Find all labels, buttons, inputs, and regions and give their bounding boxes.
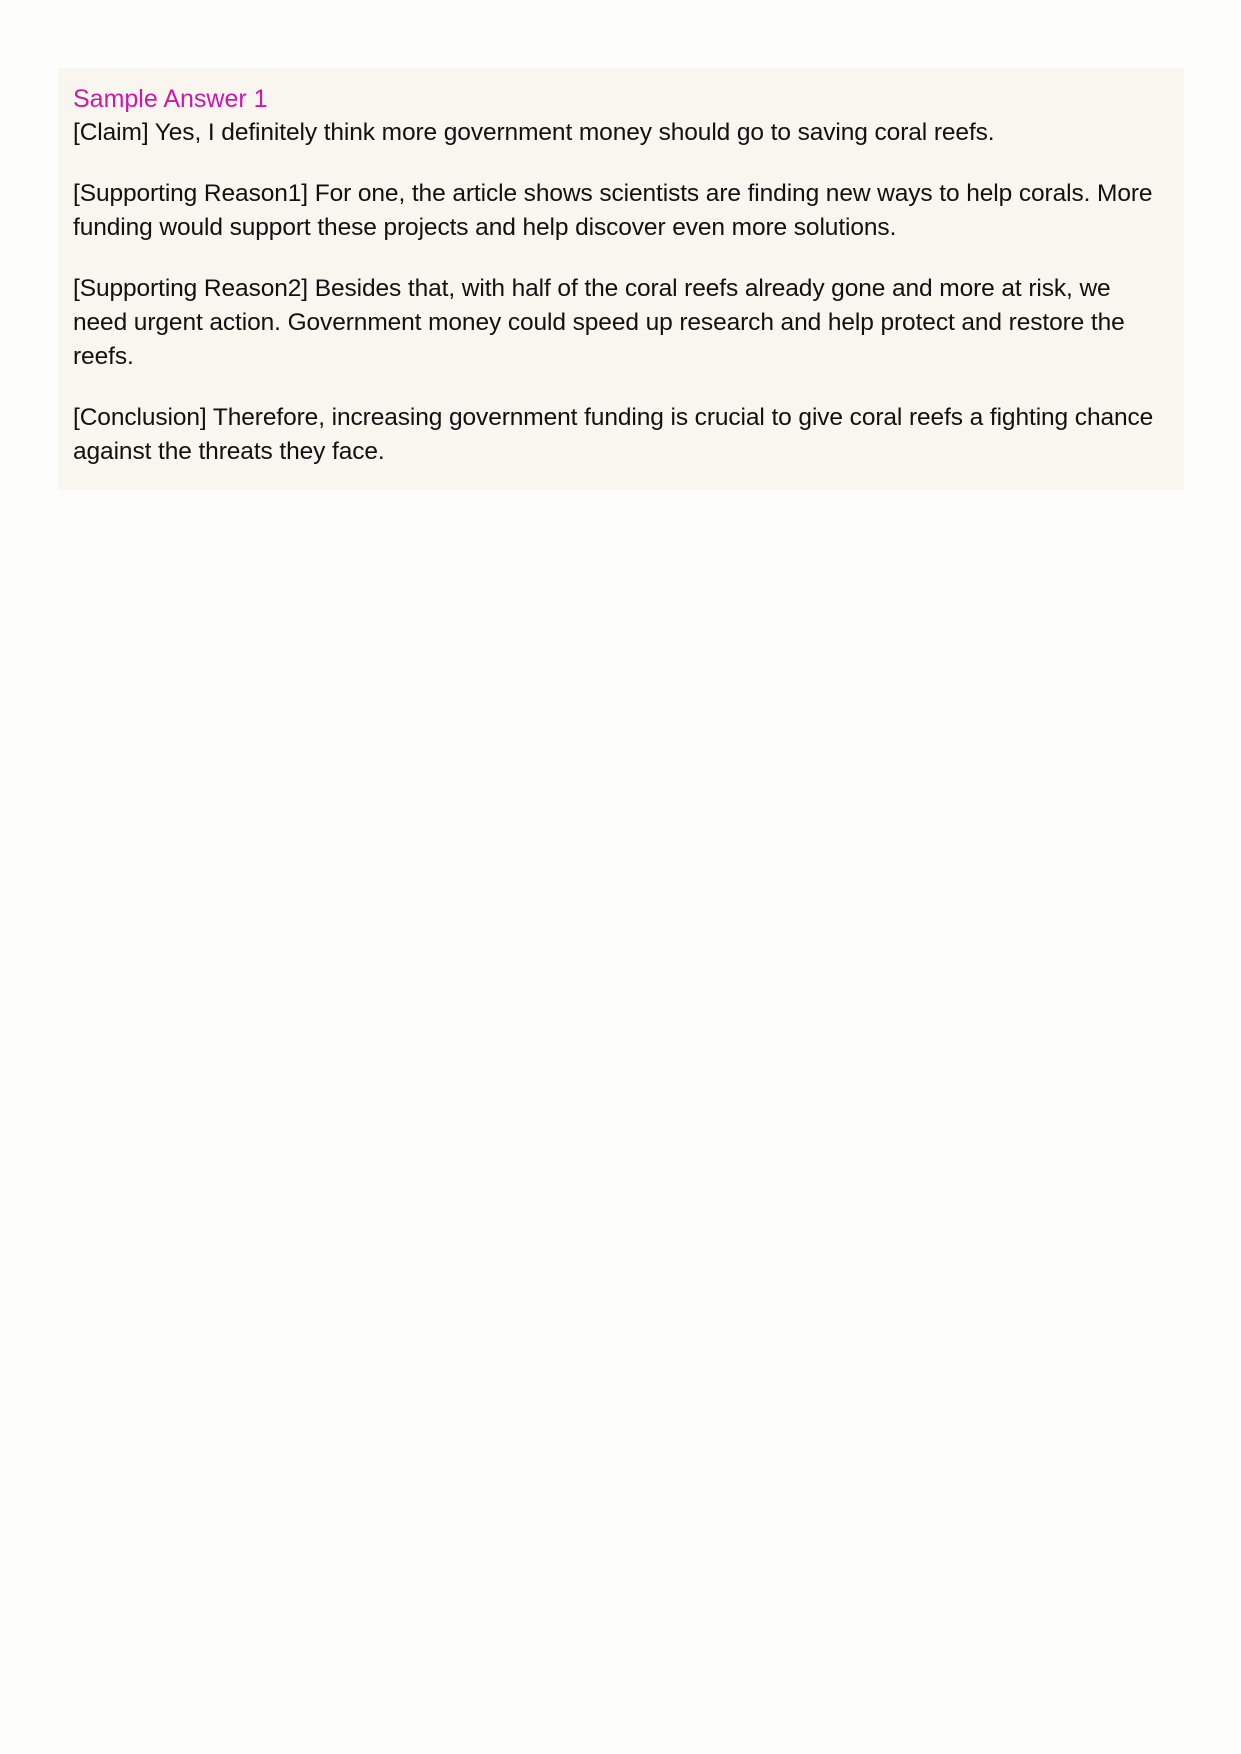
claim-paragraph: [Claim] Yes, I definitely think more government money should go to saving coral reefs. <box>73 119 995 146</box>
sample-answer-title: Sample Answer 1 <box>73 85 268 113</box>
supporting-reason-2-paragraph: [Supporting Reason2] Besides that, with half of the coral reefs already gone and more at risk, we need urgent action. Government money could speed up research and help protect and restore the reefs. <box>73 275 1125 370</box>
conclusion-paragraph: [Conclusion] Therefore, increasing government funding is crucial to give coral reefs a fighting chance against the threats they face. <box>73 404 1154 465</box>
supporting-reason-1-paragraph: [Supporting Reason1] For one, the article shows scientists are finding new ways to help corals. More funding would support these projects and help discover even more solutions. <box>73 180 1153 241</box>
sample-answer-box <box>58 68 1184 490</box>
